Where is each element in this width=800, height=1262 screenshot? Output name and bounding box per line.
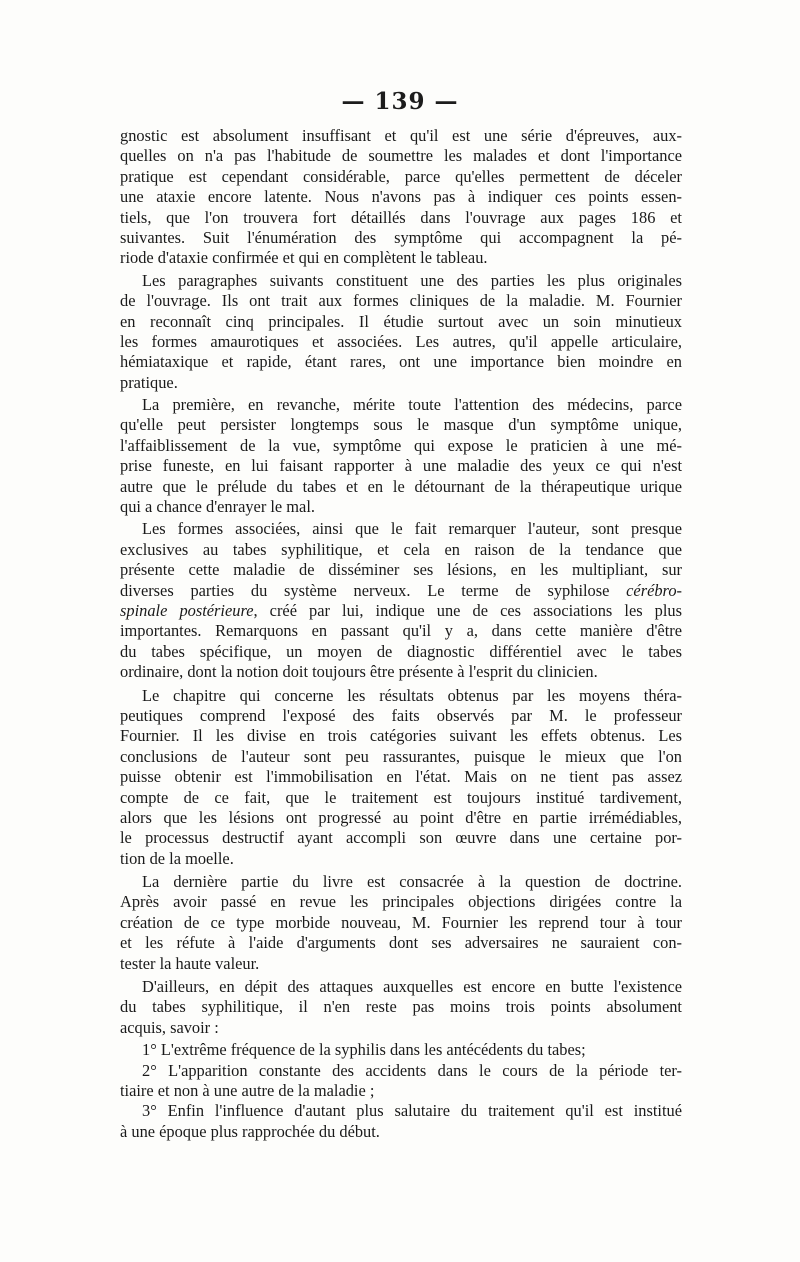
text-line: pratique. xyxy=(120,372,178,392)
paragraph-associated-forms xyxy=(120,519,682,682)
text-line: autre que le prélude du tabes et en le détournant de la thérapeutique urique xyxy=(120,476,682,496)
list-item: 3° Enfin l'influence d'autant plus salutaire du traitement qu'il est institué xyxy=(142,1101,682,1121)
text-line: création de ce type morbide nouveau, M. Fournier les reprend tour à tour xyxy=(120,912,682,932)
line-text: diverses parties du système nerveux. Le terme de syphilose xyxy=(120,580,610,600)
text-line: Le chapitre qui concerne les résultats obtenus par les moyens théra- xyxy=(142,685,682,705)
text-line: qu'elle peut persister longtemps sous le masque d'un symptôme unique, xyxy=(120,415,682,435)
text-line: les formes amaurotiques et associées. Les autres, qu'il appelle articulaire, xyxy=(120,331,682,351)
paragraph-doctrine xyxy=(120,872,682,974)
text-line: pratique est cependant considérable, parce qu'elles permettent de déceler xyxy=(120,166,682,186)
text-line: peutiques comprend l'exposé des faits observés par M. le professeur xyxy=(120,705,682,725)
text-line: en reconnaît cinq principales. Il étudie surtout avec un soin minutieux xyxy=(120,311,682,331)
list-item-continuation: à une époque plus rapprochée du début. xyxy=(120,1121,380,1141)
text-line: présente cette maladie de disséminer ses lésions, en les multipliant, sur xyxy=(120,560,682,580)
text-line xyxy=(120,581,682,601)
text-line: Après avoir passé en revue les principales objections dirigées contre la xyxy=(120,892,682,912)
line-text: , créé par lui, indique une de ces associations les plus xyxy=(253,600,682,620)
text-line: le processus destructif ayant accompli son œuvre dans une certaine por- xyxy=(120,828,682,848)
text-line xyxy=(120,601,682,621)
body-text xyxy=(120,126,682,1142)
text-line: D'ailleurs, en dépit des attaques auxquelles est encore en butte l'existence xyxy=(142,977,682,997)
paragraph-therapeutic-results xyxy=(120,686,682,870)
text-line: puisse obtenir est l'immobilisation en l'état. Mais on ne tient pas assez xyxy=(120,767,682,787)
paragraph-amaurotic-form xyxy=(120,395,682,517)
text-line: conclusions de l'auteur sont peu rassurantes, puisque le mieux que l'on xyxy=(120,746,682,766)
text-line: compte de ce fait, que le traitement est toujours institué tardivement, xyxy=(120,787,682,807)
paragraph-ataxia-tests xyxy=(120,126,682,269)
text-line: exclusives au tabes syphilitique, et cela en raison de la tendance que xyxy=(120,539,682,559)
text-line: riode d'ataxie confirmée et qui en complètent le tableau. xyxy=(120,248,488,268)
list-item: 1° L'extrême fréquence de la syphilis dans les antécédents du tabes; xyxy=(142,1040,586,1060)
text-line: tiels, que l'on trouvera fort détaillés dans l'ouvrage aux pages 186 et xyxy=(120,207,682,227)
text-line: alors que les lésions ont progressé au point d'être en partie irrémédiables, xyxy=(120,807,682,827)
text-line: tester la haute valeur. xyxy=(120,953,260,973)
italic-term: postérieure xyxy=(179,600,254,620)
text-line: et les réfute à l'aide d'arguments dont ses adversaires ne sauraient con- xyxy=(120,933,682,953)
text-line: tion de la moelle. xyxy=(120,848,234,868)
text-line: acquis, savoir : xyxy=(120,1017,219,1037)
text-line: Les paragraphes suivants constituent une des parties les plus originales xyxy=(142,270,682,290)
text-line: suivantes. Suit l'énumération des symptôme qui accompagnent la pé- xyxy=(120,227,682,247)
text-line: gnostic est absolument insuffisant et qu'il est une série d'épreuves, aux- xyxy=(120,126,682,145)
text-line: Fournier. Il les divise en trois catégories suivant les effets obtenus. Les xyxy=(120,726,682,746)
paragraph-clinical-forms xyxy=(120,271,682,393)
text-line: Les formes associées, ainsi que le fait remarquer l'auteur, sont presque xyxy=(142,519,682,539)
numbered-list xyxy=(120,1040,682,1142)
list-item-continuation: tiaire et non à une autre de la maladie ; xyxy=(120,1080,375,1100)
italic-term: spinale xyxy=(120,600,168,620)
text-line: quelles on n'a pas l'habitude de soumettre les malades et dont l'importance xyxy=(120,146,682,166)
text-line: hémiataxique et rapide, étant rares, ont une importance bien moindre en xyxy=(120,352,682,372)
italic-term: cérébro- xyxy=(626,580,682,600)
text-line: La dernière partie du livre est consacrée à la question de doctrine. xyxy=(142,872,682,892)
text-line: importantes. Remarquons en passant qu'il y a, dans cette manière d'être xyxy=(120,621,682,641)
text-line: qui a chance d'enrayer le mal. xyxy=(120,497,315,517)
text-line: du tabes spécifique, un moyen de diagnostic différentiel avec le tabes xyxy=(120,641,682,661)
text-line: prise funeste, en lui faisant rapporter à une maladie des yeux ce qui n'est xyxy=(120,456,682,476)
page-number: — 139 — xyxy=(341,88,459,115)
text-line: une ataxie encore latente. Nous n'avons pas à indiquer ces points essen- xyxy=(120,187,682,207)
text-line: l'affaiblissement de la vue, symptôme qui expose le praticien à une mé- xyxy=(120,435,682,455)
text-line: du tabes syphilitique, il n'en reste pas moins trois points absolument xyxy=(120,997,682,1017)
text-line: de l'ouvrage. Ils ont trait aux formes cliniques de la maladie. M. Fournier xyxy=(120,291,682,311)
list-item: 2° L'apparition constante des accidents dans le cours de la période ter- xyxy=(142,1060,682,1080)
text-line: La première, en revanche, mérite toute l'attention des médecins, parce xyxy=(142,395,682,415)
text-line: ordinaire, dont la notion doit toujours être présente à l'esprit du clinicien. xyxy=(120,662,598,682)
paragraph-acquired-points xyxy=(120,977,682,1038)
